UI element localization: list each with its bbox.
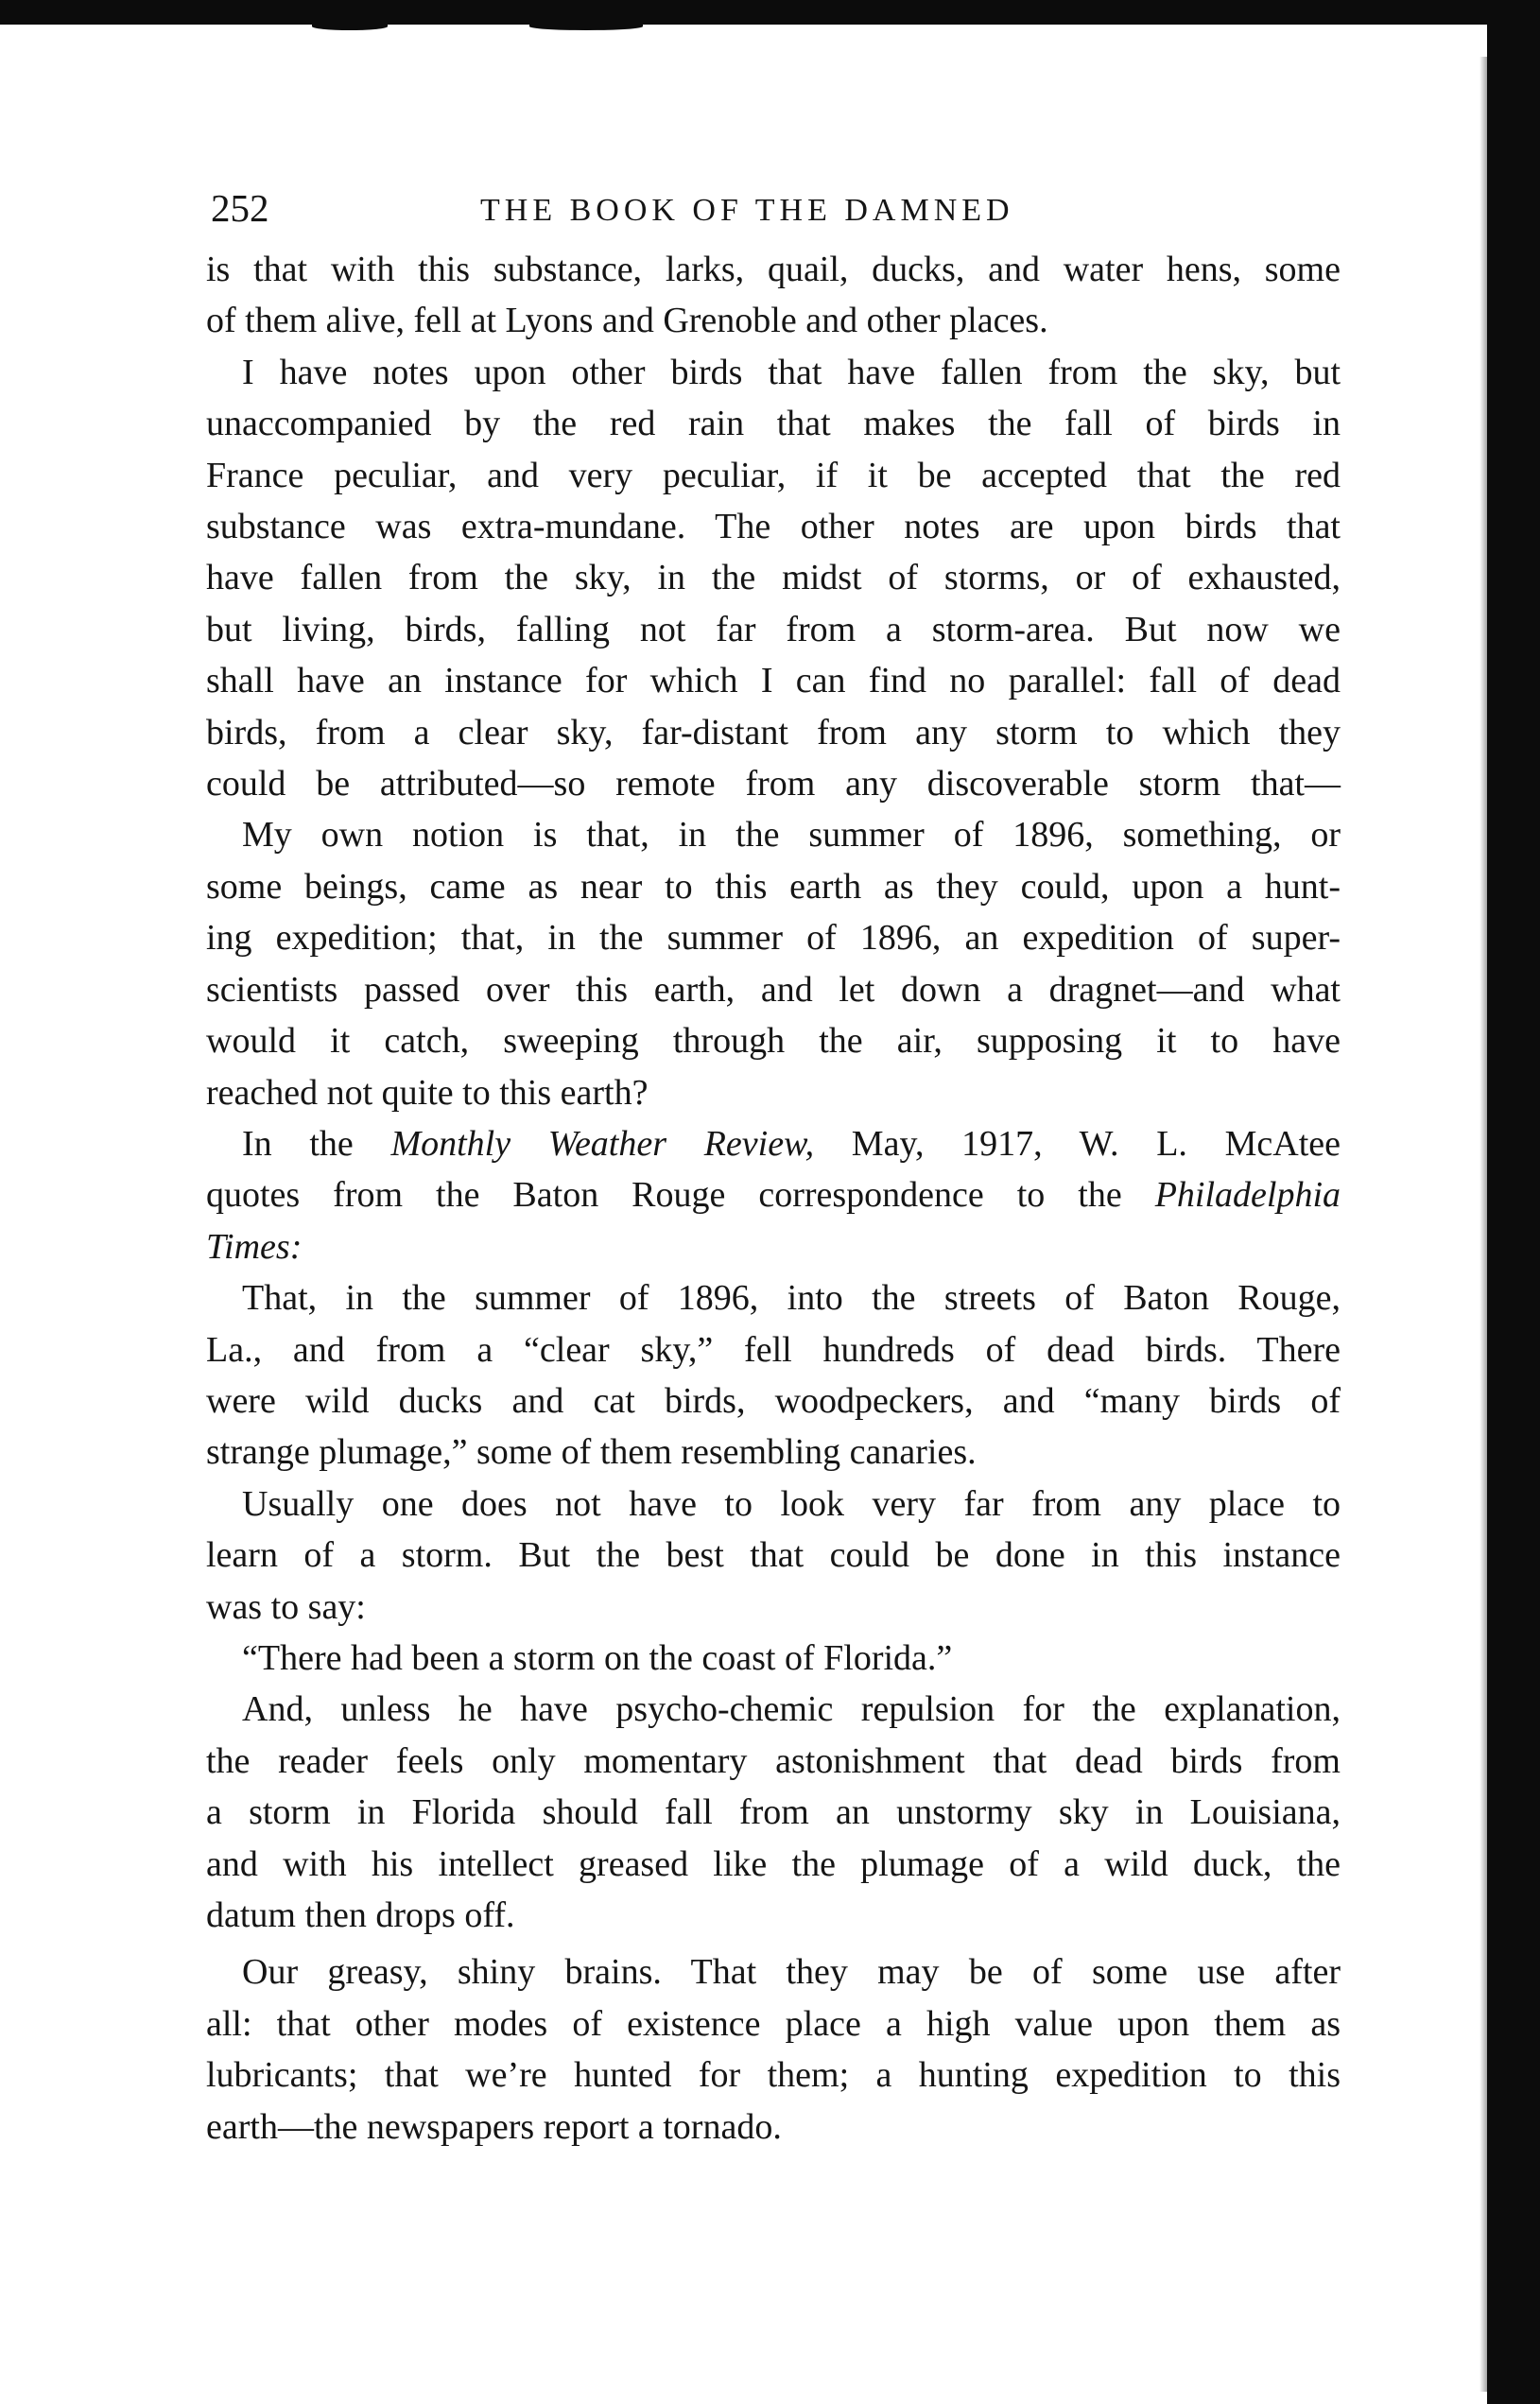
text-line: datum then drops off. (206, 1895, 515, 1935)
text-line: That, in the summer of 1896, into the streets of Baton Rouge, (242, 1278, 1341, 1319)
paragraph (206, 1272, 1341, 1479)
paragraph (206, 1633, 1341, 1684)
paragraph (206, 1479, 1341, 1633)
page-number: 252 (211, 186, 269, 230)
paragraph (206, 809, 1341, 1117)
text-run: In the (242, 1123, 391, 1164)
text-line: France peculiar, and very peculiar, if it be accepted that the red (206, 455, 1341, 495)
text-line: strange plumage,” some of them resembling canaries. (206, 1432, 977, 1473)
text-line: lubricants; that we’re hunted for them; a hunting expedition to this (206, 2055, 1341, 2096)
text-line: but living, birds, falling not far from a storm-area. But now we (206, 609, 1341, 649)
scan-edge-mark (312, 23, 388, 30)
text-line: of them alive, fell at Lyons and Grenoble and other places. (206, 301, 1048, 341)
text-line (206, 1169, 1341, 1220)
text-line: unaccompanied by the red rain that makes the fall of birds in (206, 404, 1341, 444)
text-line: “There had been a storm on the coast of Florida.” (242, 1637, 953, 1678)
text-line: substance was extra-mundane. The other notes are upon birds that (206, 507, 1341, 547)
paragraph (206, 244, 1341, 347)
text-line: would it catch, sweeping through the air, supposing it to have (206, 1021, 1341, 1062)
text-line: La., and from a “clear sky,” fell hundreds of dead birds. There (206, 1329, 1341, 1370)
newspaper-title: Philadelphia (1154, 1175, 1341, 1216)
newspaper-title: Times: (206, 1226, 303, 1267)
text-line: was to say: (206, 1586, 366, 1627)
text-line: the reader feels only momentary astonishment that dead birds from (206, 1740, 1341, 1781)
scan-right-shadow (1479, 57, 1491, 2392)
paragraph (206, 1946, 1341, 2153)
journal-title: Monthly Weather Review, (390, 1123, 815, 1164)
text-line: My own notion is that, in the summer of 1896, something, or (242, 815, 1341, 856)
text-line (206, 1118, 1341, 1169)
text-line: reached not quite to this earth? (206, 1072, 649, 1113)
text-line (206, 1221, 1341, 1272)
text-line: Usually one does not have to look very far from any place to (242, 1483, 1341, 1524)
page-header (206, 185, 1341, 244)
scan-top-edge (0, 0, 1540, 25)
text-line: shall have an instance for which I can find no parallel: fall of dead (206, 661, 1341, 701)
text-line: earth—the newspapers report a tornado. (206, 2106, 782, 2147)
paragraph (206, 1684, 1341, 1941)
text-line: some beings, came as near to this earth as they could, upon a hunt- (206, 866, 1341, 907)
text-line: learn of a storm. But the best that could be done in this instance (206, 1535, 1341, 1576)
text-run: May, 1917, W. L. McAtee (814, 1123, 1341, 1164)
text-line: Our greasy, shiny brains. That they may be of some use after (242, 1952, 1341, 1993)
text-line: and with his intellect greased like the plumage of a wild duck, the (206, 1843, 1341, 1884)
text-line: a storm in Florida should fall from an unstormy sky in Louisiana, (206, 1792, 1341, 1833)
body-text (206, 244, 1341, 2153)
text-line: is that with this substance, larks, quail, ducks, and water hens, some (206, 250, 1341, 289)
running-title: THE BOOK OF THE DAMNED (480, 193, 1014, 228)
book-page (206, 185, 1341, 2153)
text-run: quotes from the Baton Rouge correspondence to the (206, 1175, 1155, 1216)
text-line: I have notes upon other birds that have fallen from the sky, but (242, 352, 1341, 392)
text-line: could be attributed—so remote from any discoverable storm that— (206, 764, 1341, 804)
text-line: And, unless he have psycho-chemic repulsion for the explanation, (242, 1689, 1341, 1730)
paragraph (206, 1118, 1341, 1272)
text-line: scientists passed over this earth, and let down a dragnet—and what (206, 969, 1341, 1010)
text-line: have fallen from the sky, in the midst of storms, or of exhausted, (206, 558, 1341, 598)
scan-right-edge (1487, 0, 1540, 2404)
text-line: ing expedition; that, in the summer of 1896, an expedition of super- (206, 918, 1341, 959)
text-line: birds, from a clear sky, far-distant from any storm to which they (206, 712, 1341, 752)
text-line: all: that other modes of existence place a high value upon them as (206, 2003, 1341, 2044)
text-line: were wild ducks and cat birds, woodpeckers, and “many birds of (206, 1380, 1341, 1421)
scan-edge-mark (529, 23, 643, 30)
paragraph (206, 347, 1341, 810)
